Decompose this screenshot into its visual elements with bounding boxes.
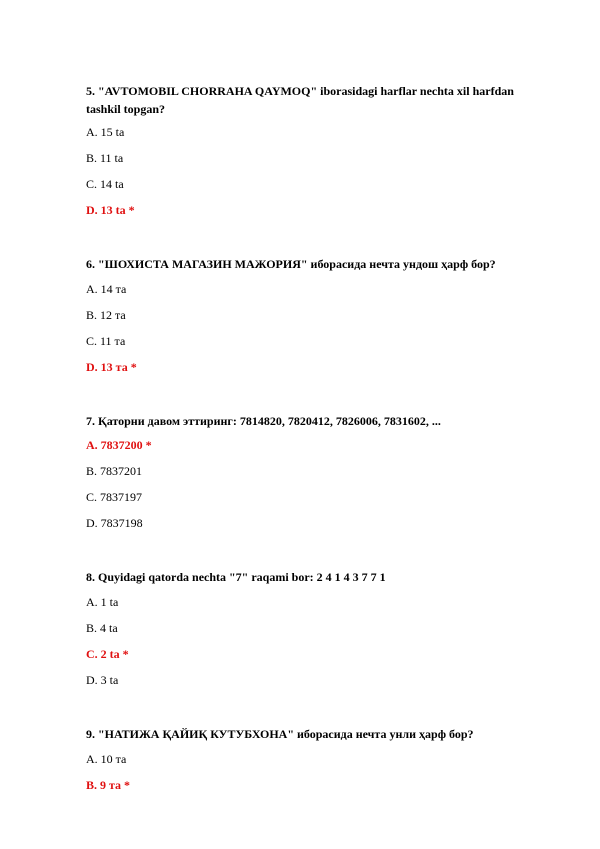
question-text: 5. "AVTOMOBIL CHORRAHA QAYMOQ" iborasidagi harflar nechta xil harfdan tashkil topgan? (86, 84, 514, 116)
question-text: 6. "ШОХИСТА МАГАЗИН МАЖОРИЯ" иборасида нечта ундош ҳарф бор? (86, 257, 496, 271)
question-text: 8. Quyidagi qatorda nechta "7" raqami bor: 2 4 1 4 3 7 7 1 (86, 570, 386, 584)
answer-option-correct: A. 7837200 * (86, 438, 152, 452)
answer-option-correct: D. 13 ta * (86, 203, 135, 217)
question-text: 7. Қаторни давом эттиринг: 7814820, 7820412, 7826006, 7831602, ... (86, 414, 441, 428)
answer-option: D. 7837198 (86, 516, 143, 530)
answer-option: C. 11 та (86, 334, 126, 348)
answer-option: C. 14 ta (86, 177, 124, 191)
answer-option: A. 14 та (86, 282, 127, 296)
answer-option-correct: D. 13 та * (86, 360, 137, 374)
answer-option: A. 15 ta (86, 125, 125, 139)
answer-option: C. 7837197 (86, 490, 143, 504)
question-text: 9. "НАТИЖА ҚАЙИҚ КУТУБХОНА" иборасида нечта унли ҳарф бор? (86, 727, 474, 741)
answer-option: A. 1 ta (86, 595, 119, 609)
answer-option-correct: B. 9 та * (86, 778, 131, 792)
answer-option: D. 3 ta (86, 673, 119, 687)
answer-option: B. 11 ta (86, 151, 124, 165)
answer-option-correct: C. 2 ta * (86, 647, 129, 661)
answer-option: B. 12 та (86, 308, 126, 322)
answer-option: B. 7837201 (86, 464, 143, 478)
answer-option: A. 10 та (86, 752, 127, 766)
answer-option: B. 4 ta (86, 621, 118, 635)
